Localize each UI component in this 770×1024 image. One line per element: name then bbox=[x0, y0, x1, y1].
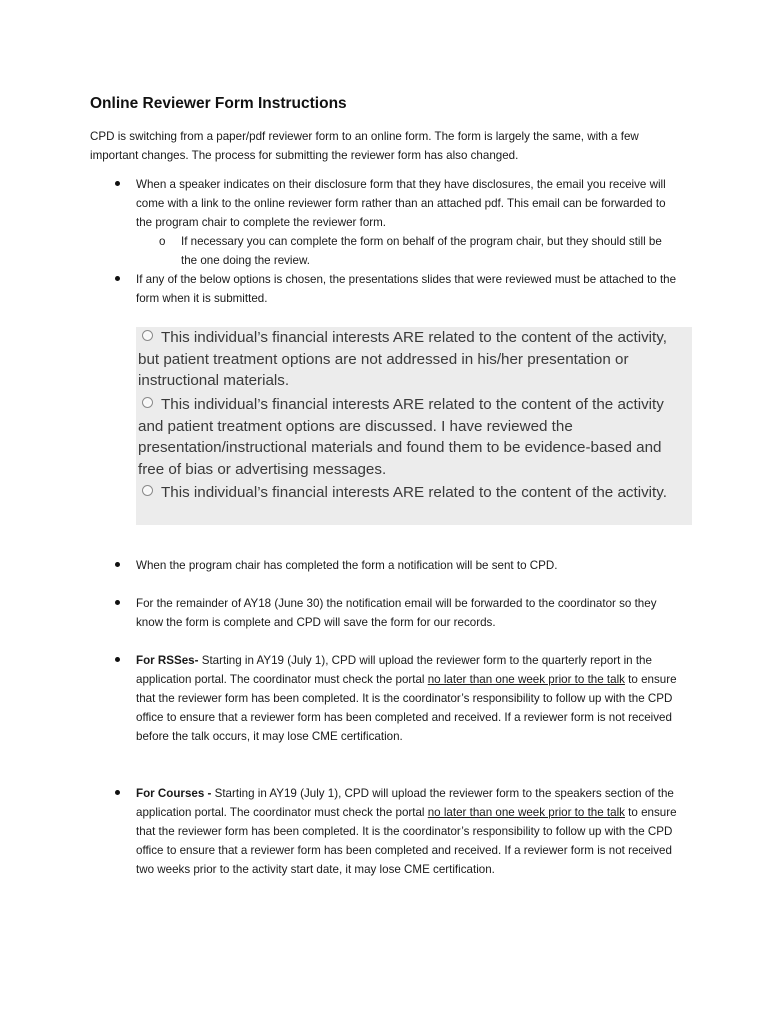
sub-bullet-marker: o bbox=[159, 235, 166, 248]
list-item: When the program chair has completed the form a notification will be sent to CPD. bbox=[136, 559, 558, 572]
bullet-marker bbox=[114, 181, 122, 189]
bullet-marker bbox=[114, 657, 122, 665]
radio-button-icon[interactable] bbox=[142, 330, 153, 341]
bullet-marker bbox=[114, 276, 122, 284]
disclosure-option[interactable] bbox=[138, 482, 690, 504]
intro-paragraph: CPD is switching from a paper/pdf reviewer form to an online form. The form is largely the same, with a few important changes. The process for submitting the reviewer form has also changed. bbox=[90, 130, 639, 162]
disclosure-option[interactable] bbox=[138, 327, 690, 392]
rsses-deadline: no later than one week prior to the talk bbox=[427, 673, 625, 686]
radio-button-icon[interactable] bbox=[142, 485, 153, 496]
list-item: If any of the below options is chosen, the presentations slides that were reviewed must be attached to the form when it is submitted. bbox=[136, 273, 677, 305]
courses-text-b: to ensure that the reviewer form has been completed. It is the coordinator’s responsibility to follow up with the CPD office to ensure that a reviewer form has been completed and received. If a reviewer form is not received two weeks prior to the activity start date, it may lose CME certification. bbox=[136, 806, 677, 876]
list-item-courses bbox=[136, 784, 681, 879]
list-item: When a speaker indicates on their disclosure form that they have disclosures, the email you receive will come with a link to the online reviewer form rather than an attached pdf. This email can be forwarded to the program chair to complete the reviewer form. bbox=[136, 178, 666, 229]
rsses-label: For RSSes- bbox=[136, 654, 199, 667]
courses-label: For Courses - bbox=[136, 787, 212, 800]
disclosure-option-label: This individual’s financial interests ARE related to the content of the activity, but patient treatment options are not addressed in his/her presentation or instructional materials. bbox=[138, 329, 667, 389]
bullet-marker bbox=[114, 562, 122, 570]
disclosure-option-label: This individual’s financial interests ARE related to the content of the activity. bbox=[161, 484, 667, 501]
list-item: For the remainder of AY18 (June 30) the notification email will be forwarded to the coordinator so they know the form is complete and CPD will save the form for our records. bbox=[136, 597, 657, 629]
disclosure-option[interactable] bbox=[138, 394, 690, 480]
courses-deadline: no later than one week prior to the talk bbox=[427, 806, 625, 819]
sub-list-item: If necessary you can complete the form on behalf of the program chair, but they should still be the one doing the review. bbox=[181, 235, 662, 267]
list-item-rsses bbox=[136, 651, 681, 746]
courses-text-a: Starting in AY19 (July 1), CPD will upload the reviewer form to the speakers section of the application portal. The coordinator must check the portal bbox=[136, 787, 674, 819]
disclosure-options-image bbox=[136, 327, 692, 525]
radio-button-icon[interactable] bbox=[142, 397, 153, 408]
rsses-text-a: Starting in AY19 (July 1), CPD will upload the reviewer form to the quarterly report in the application portal. The coordinator must check the portal bbox=[136, 654, 652, 686]
rsses-text-b: to ensure that the reviewer form has been completed. It is the coordinator’s responsibility to follow up with the CPD office to ensure that a reviewer form has been completed and received. If a reviewer form is not received before the talk occurs, it may lose CME certification. bbox=[136, 673, 677, 743]
bullet-marker bbox=[114, 600, 122, 608]
disclosure-option-label: This individual’s financial interests ARE related to the content of the activity and patient treatment options are discussed. I have reviewed the presentation/instructional materials and found them to be evidence-based and free of bias or advertising messages. bbox=[138, 396, 664, 478]
bullet-marker bbox=[114, 790, 122, 798]
page-title: Online Reviewer Form Instructions bbox=[90, 95, 347, 112]
